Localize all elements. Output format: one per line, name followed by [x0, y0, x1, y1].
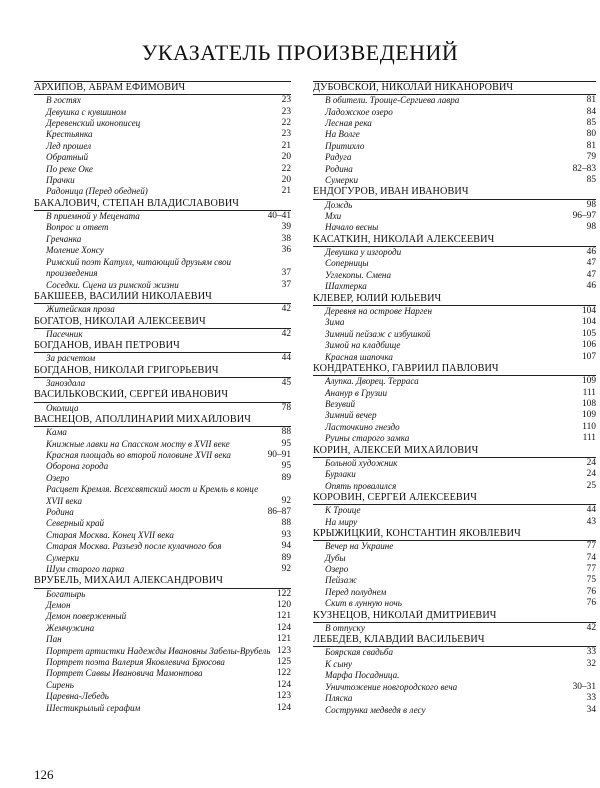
work-title: Красная шапочка — [325, 351, 393, 362]
work-title: На Волге — [325, 129, 360, 140]
work-page: 105 — [581, 328, 596, 339]
work-page: 32 — [586, 658, 596, 669]
work-page: 81 — [586, 95, 596, 106]
work-page: 74 — [586, 552, 596, 563]
work-entry — [313, 352, 596, 363]
work-page: 85 — [586, 118, 596, 129]
work-entry — [313, 505, 596, 516]
work-entry — [313, 659, 596, 670]
work-entry — [34, 164, 291, 175]
work-title: Шум старого парка — [46, 564, 125, 575]
author-heading: КЛЕВЕР, ЮЛИЙ ЮЛЬЕВИЧ — [313, 293, 596, 306]
work-page: 125 — [276, 657, 291, 668]
work-title: Родина — [325, 163, 353, 174]
work-page: 122 — [276, 588, 291, 599]
work-entry — [34, 484, 291, 507]
author-heading: КОРИН, АЛЕКСЕЙ МИХАЙЛОВИЧ — [313, 445, 596, 458]
work-title: Уничтожение новгородского веча — [325, 681, 458, 692]
work-page: 21 — [281, 140, 291, 151]
author-heading: КОНДРАТЕНКО, ГАВРИИЛ ПАВЛОВИЧ — [313, 363, 596, 376]
work-page: 20 — [281, 152, 291, 163]
work-title: К Троице — [325, 505, 361, 516]
work-title: Кама — [46, 427, 67, 438]
work-entry — [34, 211, 291, 222]
work-title: Зимой на кладбище — [325, 340, 401, 351]
work-title: Заноздала — [46, 377, 86, 388]
work-entry — [34, 222, 291, 233]
index-column-right — [313, 81, 596, 716]
work-entry — [313, 118, 596, 129]
work-entry — [34, 680, 291, 691]
work-title: Марфа Посадница. — [325, 670, 400, 681]
work-page: 109 — [581, 376, 596, 387]
work-title: Деревня на острове Нарген — [325, 305, 432, 316]
author-heading: БОГАТОВ, НИКОЛАЙ АЛЕКСЕЕВИЧ — [34, 316, 291, 329]
work-page: 23 — [281, 106, 291, 117]
work-entry — [313, 682, 596, 693]
work-page: 24 — [586, 469, 596, 480]
work-page: 22 — [281, 118, 291, 129]
work-entry — [34, 186, 291, 197]
work-title: Вечер на Украине — [325, 541, 394, 552]
work-title: Портрет поэта Валерия Яковлевича Брюсова — [46, 657, 225, 668]
work-page: 30–31 — [572, 681, 596, 692]
work-entry — [34, 378, 291, 389]
work-title: Углекопы. Смена — [325, 269, 391, 280]
work-title: Радуга — [325, 152, 352, 163]
work-entry — [313, 517, 596, 528]
work-page: 98 — [586, 199, 596, 210]
work-page: 121 — [276, 611, 291, 622]
work-page: 90–91 — [267, 449, 291, 460]
author-heading: ВАСИЛЬКОВСКИЙ, СЕРГЕЙ ИВАНОВИЧ — [34, 389, 291, 402]
work-entry — [313, 152, 596, 163]
work-page: 95 — [281, 438, 291, 449]
work-entry — [313, 670, 596, 681]
work-page: 47 — [586, 258, 596, 269]
work-page: 95 — [281, 461, 291, 472]
work-title: Расцвет Кремля. Всехсвятский мост и Кремль в конце XVII века — [46, 484, 259, 506]
work-entry — [34, 403, 291, 414]
work-title: Старая Москва. Разъезд после кулачного боя — [46, 541, 222, 552]
work-title: Пан — [46, 634, 62, 645]
work-page: 42 — [281, 304, 291, 315]
work-page: 21 — [281, 186, 291, 197]
work-entry — [313, 587, 596, 598]
work-page: 82–83 — [572, 163, 596, 174]
work-page: 104 — [581, 317, 596, 328]
work-page: 37 — [281, 268, 291, 279]
work-title: Моление Хонсу — [46, 245, 104, 256]
work-title: Портрет Саввы Ивановича Мамонтова — [46, 668, 203, 679]
work-entry — [34, 439, 291, 450]
work-title: Бурлаки — [325, 469, 356, 480]
work-entry — [34, 564, 291, 575]
work-title: Шестикрылый серафим — [46, 702, 141, 713]
work-entry — [313, 107, 596, 118]
work-title: Озеро — [46, 472, 70, 483]
work-entry — [313, 141, 596, 152]
author-heading: АРХИПОВ, АБРАМ ЕФИМОВИЧ — [34, 82, 291, 95]
author-heading: ЛЕБЕДЕВ, КЛАВДИЙ ВАСИЛЬЕВИЧ — [313, 634, 596, 647]
work-title: Книжные лавки на Спасском мосту в XVII веке — [46, 438, 230, 449]
work-entry — [34, 450, 291, 461]
work-page: 24 — [586, 457, 596, 468]
work-title: Родина — [46, 507, 74, 517]
work-entry — [313, 433, 596, 444]
author-heading: КАСАТКИН, НИКОЛАЙ АЛЕКСЕЕВИЧ — [313, 234, 596, 247]
work-page: 22 — [281, 163, 291, 174]
work-page: 86–87 — [267, 507, 291, 517]
work-page: 42 — [281, 328, 291, 339]
work-entry — [34, 245, 291, 256]
work-entry — [34, 107, 291, 118]
work-entry — [34, 623, 291, 634]
work-entry — [34, 118, 291, 129]
author-heading: БОГДАНОВ, НИКОЛАЙ ГРИГОРЬЕВИЧ — [34, 365, 291, 378]
work-title: Ладожское озеро — [325, 106, 393, 117]
work-entry — [313, 222, 596, 233]
work-entry — [34, 353, 291, 364]
work-entry — [34, 304, 291, 315]
author-heading: БАКАЛОВИЧ, СТЕПАН ВЛАДИСЛАВОВИЧ — [34, 198, 291, 211]
work-title: Сирень — [46, 679, 74, 690]
work-entry — [313, 647, 596, 658]
work-page: 85 — [586, 175, 596, 186]
work-title: Соседки. Сцена из римской жизни — [46, 279, 179, 290]
work-title: Девушка у изгороди — [325, 247, 402, 258]
work-title: Зима — [325, 317, 345, 328]
work-page: 44 — [281, 353, 291, 364]
work-entry — [313, 211, 596, 222]
work-page: 96–97 — [572, 211, 596, 222]
work-page: 77 — [586, 541, 596, 552]
work-title: Дубы — [325, 552, 346, 563]
work-title: Радоница (Перед обедней) — [46, 186, 148, 197]
work-title: Озеро — [325, 564, 349, 575]
work-page: 89 — [281, 552, 291, 563]
work-entry — [34, 473, 291, 484]
work-title: Сумерки — [46, 552, 80, 563]
work-title: Ласточкино гнездо — [325, 421, 400, 432]
work-title: Портрет артистки Надежды Ивановны Забелы-Врубель — [46, 645, 271, 656]
work-title: Околица — [46, 402, 79, 413]
work-title: Шахтерка — [325, 281, 367, 292]
work-entry — [34, 141, 291, 152]
work-title: Начало весны — [325, 222, 379, 233]
work-page: 33 — [586, 693, 596, 704]
index-title: УКАЗАТЕЛЬ ПРОИЗВЕДЕНИЙ — [141, 40, 459, 65]
work-title: Демон — [46, 600, 71, 611]
work-title: Обратный — [46, 152, 89, 163]
work-title: За расчетом — [46, 353, 96, 364]
work-entry — [313, 481, 596, 492]
work-page: 124 — [276, 622, 291, 633]
work-entry — [313, 553, 596, 564]
work-page: 76 — [586, 598, 596, 609]
work-entry — [34, 646, 291, 657]
work-entry — [313, 95, 596, 106]
work-entry — [34, 257, 291, 280]
work-page: 92 — [281, 564, 291, 575]
work-title: Зимний вечер — [325, 410, 377, 421]
work-page: 43 — [586, 516, 596, 527]
work-page: 79 — [586, 152, 596, 163]
work-title: Ананур в Грузии — [325, 387, 387, 398]
work-title: В приемной у Мецената — [46, 211, 140, 222]
work-title: Демон поверженный — [46, 611, 127, 622]
work-entry — [34, 657, 291, 668]
work-page: 111 — [582, 433, 596, 444]
work-page: 23 — [281, 129, 291, 140]
work-title: Лед прошел — [46, 140, 92, 151]
work-entry — [313, 469, 596, 480]
work-entry — [313, 129, 596, 140]
work-page: 39 — [281, 222, 291, 233]
work-page: 104 — [581, 305, 596, 316]
work-entry — [34, 129, 291, 140]
work-entry — [34, 530, 291, 541]
author-heading: ЕНДОГУРОВ, ИВАН ИВАНОВИЧ — [313, 186, 596, 199]
work-title: Царевна-Лебедь — [46, 691, 109, 702]
work-page: 123 — [276, 645, 291, 656]
work-page: 109 — [581, 410, 596, 421]
work-entry — [313, 458, 596, 469]
work-page: 120 — [276, 600, 291, 611]
work-title: Пасечник — [46, 328, 83, 339]
author-heading: БОГДАНОВ, ИВАН ПЕТРОВИЧ — [34, 340, 291, 353]
work-title: К сыну — [325, 658, 353, 669]
work-page: 46 — [586, 281, 596, 292]
work-page: 121 — [276, 634, 291, 645]
work-title: Притихло — [325, 140, 365, 151]
work-entry — [313, 200, 596, 211]
work-title: Опять провалился — [325, 480, 397, 491]
work-entry — [313, 376, 596, 387]
work-page: 124 — [276, 702, 291, 713]
work-title: Дождь — [325, 199, 353, 210]
work-title: В гостях — [46, 95, 81, 106]
work-entry — [34, 589, 291, 600]
work-entry — [313, 329, 596, 340]
index-column-left — [34, 81, 291, 714]
work-page: 124 — [276, 679, 291, 690]
work-title: Сумерки — [325, 175, 359, 186]
work-page: 88 — [281, 427, 291, 438]
work-entry — [34, 611, 291, 622]
work-title: Гречанка — [46, 233, 82, 244]
work-page: 45 — [281, 377, 291, 388]
work-title: Жемчужина — [46, 622, 95, 633]
work-entry — [313, 175, 596, 186]
author-heading: КОРОВИН, СЕРГЕЙ АЛЕКСЕЕВИЧ — [313, 492, 596, 505]
work-page: 98 — [586, 222, 596, 233]
work-title: Девушка с кувшином — [46, 106, 126, 117]
work-page: 89 — [281, 472, 291, 483]
work-page: 38 — [281, 233, 291, 244]
work-title: Везувий — [325, 398, 356, 409]
work-entry — [313, 575, 596, 586]
work-title: Боярская свадьба — [325, 647, 394, 658]
work-entry — [34, 600, 291, 611]
work-entry — [313, 693, 596, 704]
work-entry — [313, 164, 596, 175]
work-page: 111 — [582, 387, 596, 398]
work-title: Житейская проза — [46, 304, 115, 315]
work-title: Богатырь — [46, 588, 86, 599]
work-entry — [313, 598, 596, 609]
work-title: Алупка. Дворец. Терраса — [325, 376, 419, 387]
work-entry — [34, 507, 291, 518]
work-page: 93 — [281, 529, 291, 540]
work-entry — [34, 553, 291, 564]
work-entry — [313, 564, 596, 575]
work-title: В обители. Троице-Сергиева лавра — [325, 95, 460, 106]
work-page: 44 — [586, 505, 596, 516]
work-title: Пейзаж — [325, 575, 357, 586]
work-entry — [313, 705, 596, 716]
author-heading: ДУБОВСКОЙ, НИКОЛАЙ НИКАНОРОВИЧ — [313, 82, 596, 95]
work-entry — [34, 95, 291, 106]
work-title: Деревенский иконописец — [46, 118, 141, 129]
work-entry — [34, 668, 291, 679]
work-page: 47 — [586, 269, 596, 280]
work-entry — [313, 410, 596, 421]
work-title: Лесная река — [325, 118, 372, 129]
work-entry — [313, 388, 596, 399]
work-entry — [34, 461, 291, 472]
work-title: Зимний пейзаж с избушкой — [325, 328, 431, 339]
work-title: Прачки — [46, 175, 75, 186]
work-page: 110 — [582, 421, 596, 432]
work-page: 108 — [581, 398, 596, 409]
work-entry — [313, 281, 596, 292]
work-page: 42 — [586, 622, 596, 633]
work-page: 123 — [276, 691, 291, 702]
work-entry — [34, 280, 291, 291]
work-entry — [34, 541, 291, 552]
work-page: 88 — [281, 518, 291, 529]
work-title: Руины старого замка — [325, 433, 410, 444]
work-entry — [34, 175, 291, 186]
work-entry — [34, 329, 291, 340]
work-page: 77 — [586, 564, 596, 575]
work-page: 84 — [586, 106, 596, 117]
work-page: 80 — [586, 129, 596, 140]
work-title: На миру — [325, 516, 358, 527]
work-page: 107 — [581, 351, 596, 362]
author-heading: ВРУБЕЛЬ, МИХАИЛ АЛЕКСАНДРОВИЧ — [34, 575, 291, 588]
work-page: 78 — [281, 402, 291, 413]
work-title: Крестьянка — [46, 129, 93, 140]
work-page: 94 — [281, 541, 291, 552]
work-title: Скит в лунную ночь — [325, 598, 402, 609]
work-page: 81 — [586, 140, 596, 151]
work-entry — [34, 634, 291, 645]
work-title: Вопрос и ответ — [46, 222, 109, 233]
work-page: 20 — [281, 175, 291, 186]
page-number: 126 — [34, 767, 54, 782]
work-title: Красная площадь во второй половине XVII века — [46, 449, 231, 460]
work-entry — [34, 427, 291, 438]
work-page: 40–41 — [267, 211, 291, 222]
work-page: 25 — [586, 480, 596, 491]
work-title: Соперницы — [325, 258, 369, 269]
work-title: В отпуску — [325, 622, 365, 633]
work-entry — [34, 703, 291, 714]
work-title: Пляска — [325, 693, 353, 704]
work-entry — [34, 691, 291, 702]
work-page: 23 — [281, 95, 291, 106]
author-heading: КУЗНЕЦОВ, НИКОЛАЙ ДМИТРИЕВИЧ — [313, 610, 596, 623]
work-title: Сострунка медведя в лесу — [325, 704, 426, 715]
work-entry — [313, 317, 596, 328]
work-entry — [313, 258, 596, 269]
work-page: 46 — [586, 247, 596, 258]
work-entry — [313, 541, 596, 552]
author-heading: ВАСНЕЦОВ, АПОЛЛИНАРИЙ МИХАЙЛОВИЧ — [34, 414, 291, 427]
work-entry — [313, 399, 596, 410]
work-page: 33 — [586, 647, 596, 658]
work-title: Оборона города — [46, 461, 109, 472]
work-title: Старая Москва. Конец XVII века — [46, 529, 174, 540]
work-title: Больной художник — [325, 457, 398, 468]
work-page: 75 — [586, 575, 596, 586]
work-entry — [313, 270, 596, 281]
work-title: По реке Оке — [46, 163, 93, 174]
author-heading: КРЫЖИЦКИЙ, КОНСТАНТИН ЯКОВЛЕВИЧ — [313, 528, 596, 541]
work-entry — [313, 340, 596, 351]
work-page: 76 — [586, 586, 596, 597]
work-entry — [313, 247, 596, 258]
work-page: 34 — [586, 704, 596, 715]
work-title: Северный край — [46, 518, 105, 529]
work-entry — [34, 234, 291, 245]
work-entry — [313, 623, 596, 634]
work-page: 106 — [581, 340, 596, 351]
work-entry — [34, 152, 291, 163]
work-entry — [34, 518, 291, 529]
work-page: 36 — [281, 245, 291, 256]
work-page: 92 — [281, 495, 291, 506]
work-page: 122 — [276, 668, 291, 679]
work-title: Перед полуднем — [325, 586, 387, 597]
work-entry — [313, 306, 596, 317]
work-title: Римский поэт Катулл, читающий друзьям свои произведения — [46, 256, 232, 279]
work-title: Мхи — [325, 211, 342, 222]
work-entry — [313, 422, 596, 433]
work-page: 37 — [281, 279, 291, 290]
author-heading: БАКШЕЕВ, ВАСИЛИЙ НИКОЛАЕВИЧ — [34, 291, 291, 304]
